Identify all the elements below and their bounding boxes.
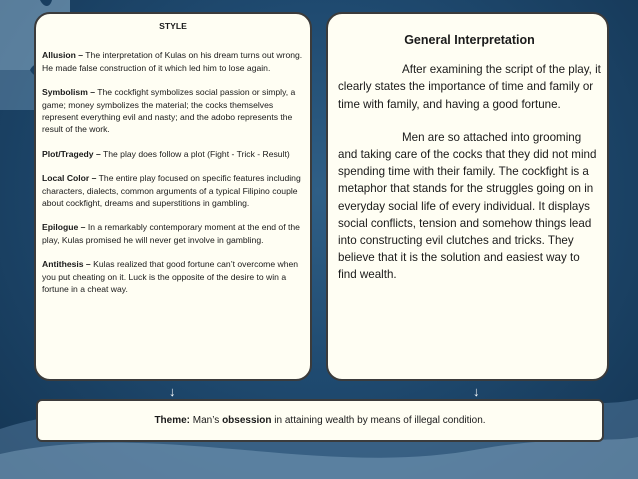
theme-emphasis: obsession bbox=[222, 415, 272, 426]
style-text: In a remarkably contemporary moment at the end of the play, Kulas promised he will never get involve in gambling. bbox=[42, 222, 300, 245]
style-item-symbolism bbox=[42, 86, 304, 136]
style-text: Kulas realized that good fortune can’t overcome when you put cheating on it. Luck is the opposite of the desire to win a fortune in a cheat way. bbox=[42, 259, 299, 295]
theme-post: in attaining wealth by means of illegal condition. bbox=[271, 415, 486, 426]
down-arrow-icon: ↓ bbox=[473, 384, 480, 399]
style-term: Symbolism – bbox=[42, 87, 96, 98]
theme-panel bbox=[36, 399, 604, 442]
interpretation-panel bbox=[326, 12, 609, 381]
style-term: Allusion – bbox=[42, 50, 84, 61]
theme-text bbox=[154, 415, 485, 426]
style-term: Antithesis – bbox=[42, 259, 91, 270]
theme-pre: Man’s bbox=[190, 415, 223, 426]
down-arrow-icon: ↓ bbox=[169, 384, 176, 399]
style-item-antithesis bbox=[42, 258, 304, 295]
interpretation-paragraph: After examining the script of the play, it clearly states the importance of time and family or time with family, and having a good fortune. bbox=[338, 63, 601, 111]
interpretation-paragraph: Men are so attached into grooming and taking care of the cocks that they did not mind spending time with their family. The cockfight is a metaphor that stands for the struggles going on in everyday social life of every individual. It displays social conflicts, tension and somehow things lead into constructing evil clutches and tricks. They believe that it is the solution and easiest way to find wealth. bbox=[338, 130, 597, 282]
style-item-allusion bbox=[42, 49, 304, 74]
style-term: Local Color – bbox=[42, 173, 97, 184]
style-item-epilogue bbox=[42, 221, 304, 246]
theme-label: Theme: bbox=[154, 415, 190, 426]
style-term: Plot/Tragedy – bbox=[42, 148, 101, 159]
style-text: The cockfight symbolizes social passion or simply, a game; money symbolizes the material; the cocks themselves represent everything evil and nasty; and the adobo represents the result of the work. bbox=[42, 87, 296, 135]
style-panel bbox=[34, 12, 312, 381]
style-text: The play does follow a plot (Fight - Trick - Result) bbox=[100, 148, 290, 159]
style-text: The entire play focused on specific features including characters, dialects, common arguments of a typical Filipino couple about cockfight, dreams and superstitions in gambling. bbox=[42, 173, 301, 209]
interpretation-title: General Interpretation bbox=[404, 33, 535, 47]
style-term: Epilogue – bbox=[42, 222, 86, 233]
style-item-plot bbox=[42, 148, 304, 160]
style-title: STYLE bbox=[159, 21, 187, 31]
style-text: The interpretation of Kulas on his dream turns out wrong. He made false construction of it which led him to lose again. bbox=[42, 50, 303, 73]
style-item-local-color bbox=[42, 172, 304, 209]
